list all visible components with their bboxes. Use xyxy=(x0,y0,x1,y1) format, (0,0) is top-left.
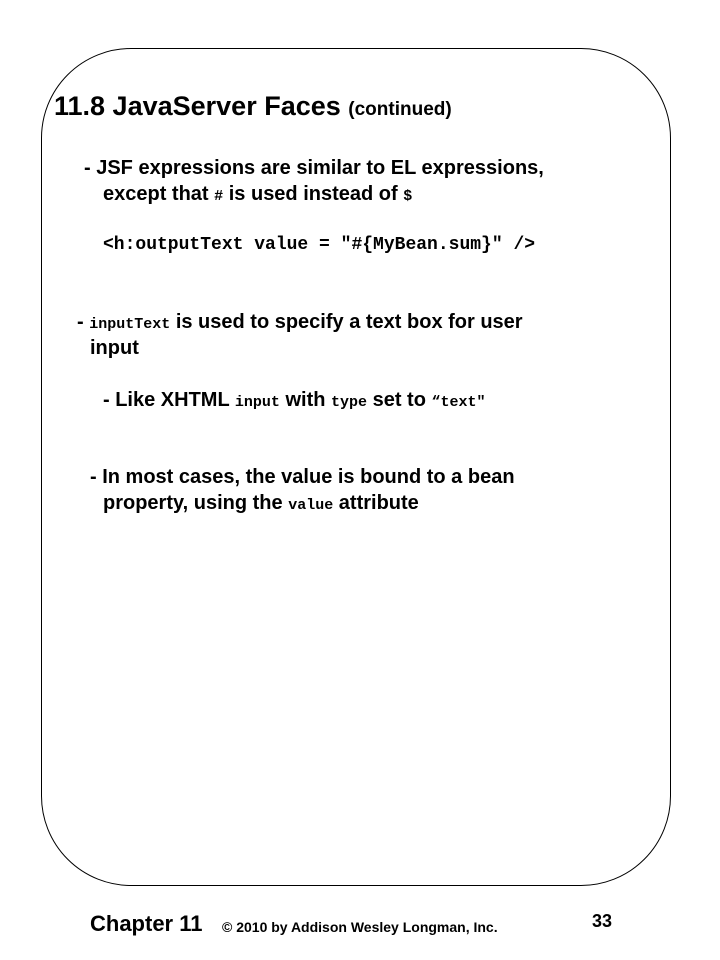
bullet-3-line xyxy=(103,389,486,412)
slide-title xyxy=(54,91,452,122)
bullet-3-text-setto: set to xyxy=(372,389,426,411)
bullet-4-text-pre: property, using the xyxy=(103,492,283,514)
value-code: value xyxy=(288,497,334,514)
bullet-1-text-2a: except that xyxy=(103,183,209,205)
footer-page-number: 33 xyxy=(592,911,613,931)
bullet-1-line-2 xyxy=(103,183,412,206)
bullet-1-text-1: - JSF expressions are similar to EL expressions, xyxy=(84,157,544,179)
bullet-1-text-2b: is used instead of xyxy=(228,183,398,205)
bullet-3-text-pre: - Like XHTML xyxy=(103,389,230,411)
bullet-2-line-2: input xyxy=(90,337,139,359)
bullet-2-dash: - xyxy=(77,311,84,333)
bullet-1-line-1 xyxy=(84,157,544,180)
footer-chapter: Chapter 11 xyxy=(90,911,203,936)
hash-code: # xyxy=(214,188,224,205)
slide-title-suffix: (continued) xyxy=(348,99,452,120)
bullet-4-text-post: attribute xyxy=(338,492,419,514)
input-code: input xyxy=(234,394,280,411)
bullet-4-line-1: - In most cases, the value is bound to a bean xyxy=(90,466,515,488)
code-example: <h:outputText value = "#{MyBean.sum}" /> xyxy=(103,235,536,255)
text-code: “text" xyxy=(431,394,486,411)
inputtext-code: inputText xyxy=(89,316,171,333)
bullet-3-text-with: with xyxy=(285,389,326,411)
footer-copyright: © 2010 by Addison Wesley Longman, Inc. xyxy=(222,919,498,935)
bullet-2-line-1 xyxy=(77,311,523,334)
type-code: type xyxy=(331,394,368,411)
bullet-4-line-2 xyxy=(103,492,419,515)
bullet-2-text-1: is used to specify a text box for user xyxy=(175,311,523,333)
slide-title-main: 11.8 JavaServer Faces xyxy=(54,91,341,121)
dollar-code: $ xyxy=(403,188,413,205)
